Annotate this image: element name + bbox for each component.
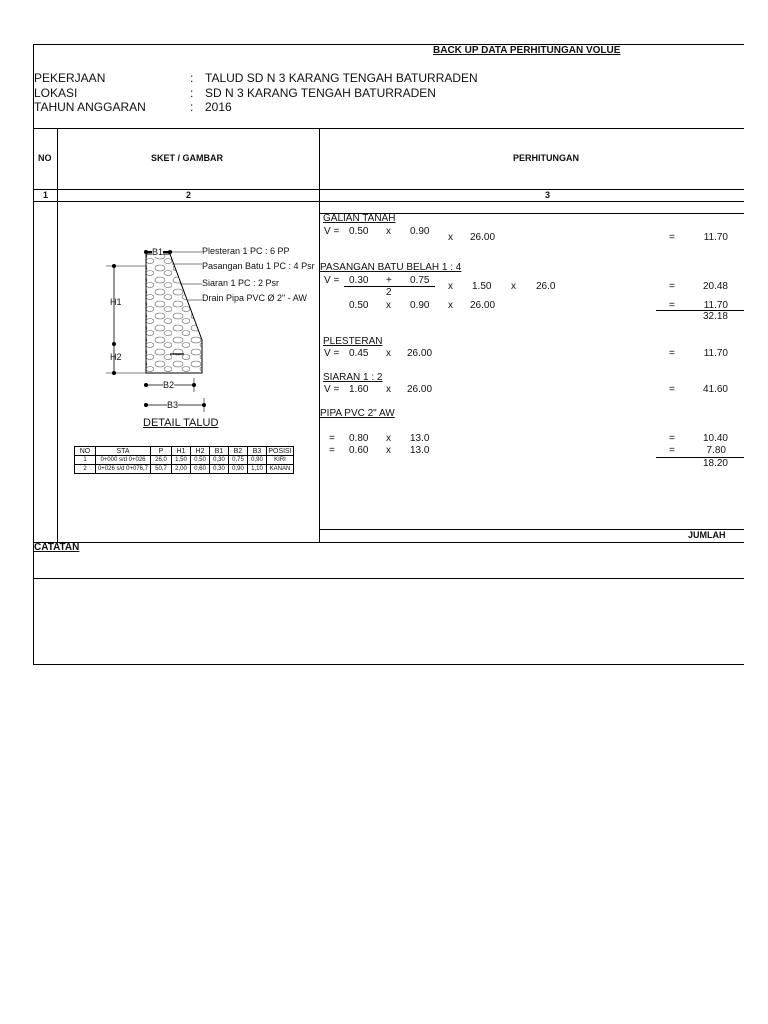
- pipa-title: PIPA PVC 2" AW: [320, 408, 395, 419]
- border-catatan: [33, 542, 744, 543]
- dim-h1: H1: [110, 297, 122, 307]
- sep-tahun: :: [190, 100, 194, 114]
- galian-c: 26.00: [470, 232, 496, 243]
- border-calc-bottom: [320, 529, 744, 530]
- dim-b3: B3: [167, 400, 179, 410]
- note-plesteran: Plesteran 1 PC : 6 PP: [202, 246, 290, 256]
- pipa-result2: 7.80: [706, 445, 726, 456]
- pasangan-c: 1.50: [472, 281, 492, 292]
- pasangan-total: 32.18: [702, 311, 728, 322]
- plesteran-v: V =: [324, 348, 340, 359]
- pasangan-b: 0.75: [410, 275, 430, 286]
- label-tahun: TAHUN ANGGARAN: [34, 100, 146, 114]
- cell: 0,30: [210, 465, 229, 474]
- table-header-row: [75, 447, 294, 456]
- dim-h2: H2: [110, 352, 122, 362]
- jumlah-label: JUMLAH: [688, 530, 726, 540]
- cell: 0,90: [248, 456, 267, 465]
- table-row: [75, 465, 294, 474]
- pasangan-x2: x: [511, 281, 516, 292]
- cell: 1,50: [172, 456, 191, 465]
- th-h1: H1: [172, 447, 191, 456]
- pasangan-title: PASANGAN BATU BELAH 1 : 4: [320, 262, 462, 273]
- col-no: NO: [38, 153, 52, 163]
- plesteran-result: 11.70: [703, 348, 728, 359]
- cell: 50,7: [151, 465, 172, 474]
- siaran-x: x: [386, 384, 391, 395]
- pipa-b2: 13.0: [410, 445, 430, 456]
- value-tahun: 2016: [205, 100, 232, 114]
- plesteran-a: 0.45: [349, 348, 369, 359]
- pasangan-result1: 20.48: [702, 281, 728, 292]
- pasangan-x1: x: [448, 281, 453, 292]
- pasangan-x4: x: [448, 300, 453, 311]
- border-colheads: [33, 189, 744, 190]
- col-idx-3: 3: [545, 190, 551, 200]
- galian-x1: x: [386, 226, 391, 237]
- th-b3: B3: [248, 447, 267, 456]
- pipa-total: 18.20: [702, 458, 728, 469]
- pasangan-eq2: =: [669, 300, 675, 311]
- pasangan-a2: 0.50: [349, 300, 369, 311]
- pasangan-v: V =: [324, 275, 340, 286]
- cell: 0,30: [210, 456, 229, 465]
- pasangan-eq1: =: [669, 281, 675, 292]
- th-sta: STA: [96, 447, 151, 456]
- cell: KANAN: [267, 465, 294, 474]
- pipa-b1: 13.0: [410, 433, 430, 444]
- pipa-eq0-2: =: [329, 445, 335, 456]
- note-pasangan: Pasangan Batu 1 PC : 4 Psr: [202, 261, 315, 271]
- galian-x2: x: [448, 232, 453, 243]
- pasangan-d: 26.0: [536, 281, 556, 292]
- pasangan-c2: 26.00: [470, 300, 496, 311]
- plesteran-title: PLESTERAN: [323, 336, 383, 347]
- pipa-a1: 0.80: [349, 433, 369, 444]
- border-bottom: [33, 664, 744, 665]
- sep-pekerjaan: :: [190, 71, 194, 85]
- cell: 0,50: [191, 456, 210, 465]
- border-no-col: [57, 128, 58, 542]
- galian-a: 0.50: [349, 226, 369, 237]
- cell: 0,75: [229, 456, 248, 465]
- cell: 2,00: [172, 465, 191, 474]
- th-no: NO: [75, 447, 96, 456]
- pipa-result1: 10.40: [702, 433, 728, 444]
- pasangan-plus: +: [386, 275, 392, 286]
- siaran-a: 1.60: [349, 384, 369, 395]
- plesteran-x: x: [386, 348, 391, 359]
- galian-b: 0.90: [410, 226, 430, 237]
- plesteran-b: 26.00: [407, 348, 433, 359]
- border-index: [33, 201, 744, 202]
- th-posisi: POSISI: [268, 447, 292, 455]
- galian-result: 11.70: [703, 232, 728, 243]
- col-idx-1: 1: [43, 190, 49, 200]
- dim-b2: B2: [163, 380, 175, 390]
- value-pekerjaan: TALUD SD N 3 KARANG TENGAH BATURRADEN: [205, 71, 478, 85]
- pipa-x2: x: [386, 445, 391, 456]
- catatan-label: CATATAN: [34, 542, 80, 553]
- label-lokasi: LOKASI: [34, 86, 78, 100]
- cell: KIRI: [267, 456, 294, 465]
- border-left: [33, 44, 34, 664]
- siaran-eq: =: [669, 384, 675, 395]
- siaran-title: SIARAN 1 : 2: [323, 372, 383, 383]
- cell: 0+026 s/d 0+076,7: [96, 465, 151, 474]
- th-p: P: [151, 447, 172, 456]
- border-catatan-2: [33, 578, 744, 579]
- galian-title: GALIAN TANAH: [323, 213, 396, 224]
- plesteran-eq: =: [669, 348, 675, 359]
- border-top: [33, 44, 744, 45]
- pasangan-result2: 11.70: [703, 300, 728, 311]
- cell: 26,0: [151, 456, 172, 465]
- pasangan-x3: x: [386, 300, 391, 311]
- siaran-b: 26.00: [407, 384, 433, 395]
- dim-b1: B1: [152, 247, 164, 257]
- pasangan-div: 2: [386, 287, 392, 298]
- note-siaran: Siaran 1 PC : 2 Psr: [202, 278, 280, 288]
- th-b2: B2: [229, 447, 248, 456]
- note-drain: Drain Pipa PVC Ø 2" - AW: [202, 293, 307, 303]
- galian-v: V =: [324, 226, 340, 237]
- border-header: [33, 128, 744, 129]
- pipa-a2: 0.60: [349, 445, 369, 456]
- pipa-eq0-1: =: [329, 433, 335, 444]
- talud-dimension-table: [74, 446, 294, 474]
- doc-title: BACK UP DATA PERHITUNGAN VOLUE: [433, 45, 621, 56]
- cell: 1,10: [248, 465, 267, 474]
- col-calc: PERHITUNGAN: [513, 153, 580, 163]
- pipa-eq2: =: [669, 445, 675, 456]
- col-sketch: SKET / GAMBAR: [151, 153, 223, 163]
- cell: 2: [75, 465, 96, 474]
- siaran-v: V =: [324, 384, 340, 395]
- value-lokasi: SD N 3 KARANG TENGAH BATURRADEN: [205, 86, 436, 100]
- th-h2: H2: [191, 447, 210, 456]
- label-pekerjaan: PEKERJAAN: [34, 71, 106, 85]
- th-b1: B1: [210, 447, 229, 456]
- pipa-x1: x: [386, 433, 391, 444]
- pipa-eq1: =: [669, 433, 675, 444]
- pasangan-a: 0.30: [349, 275, 369, 286]
- pasangan-b2: 0.90: [410, 300, 430, 311]
- siaran-result: 41.60: [702, 384, 728, 395]
- galian-eq: =: [669, 232, 675, 243]
- cell: 0+000 s/d 0+026: [96, 456, 151, 465]
- sketch-caption: DETAIL TALUD: [143, 417, 219, 429]
- cell: 1: [75, 456, 96, 465]
- col-idx-2: 2: [186, 190, 192, 200]
- cell: 0,60: [191, 465, 210, 474]
- sep-lokasi: :: [190, 86, 194, 100]
- table-row: [75, 456, 294, 465]
- cell: 0,90: [229, 465, 248, 474]
